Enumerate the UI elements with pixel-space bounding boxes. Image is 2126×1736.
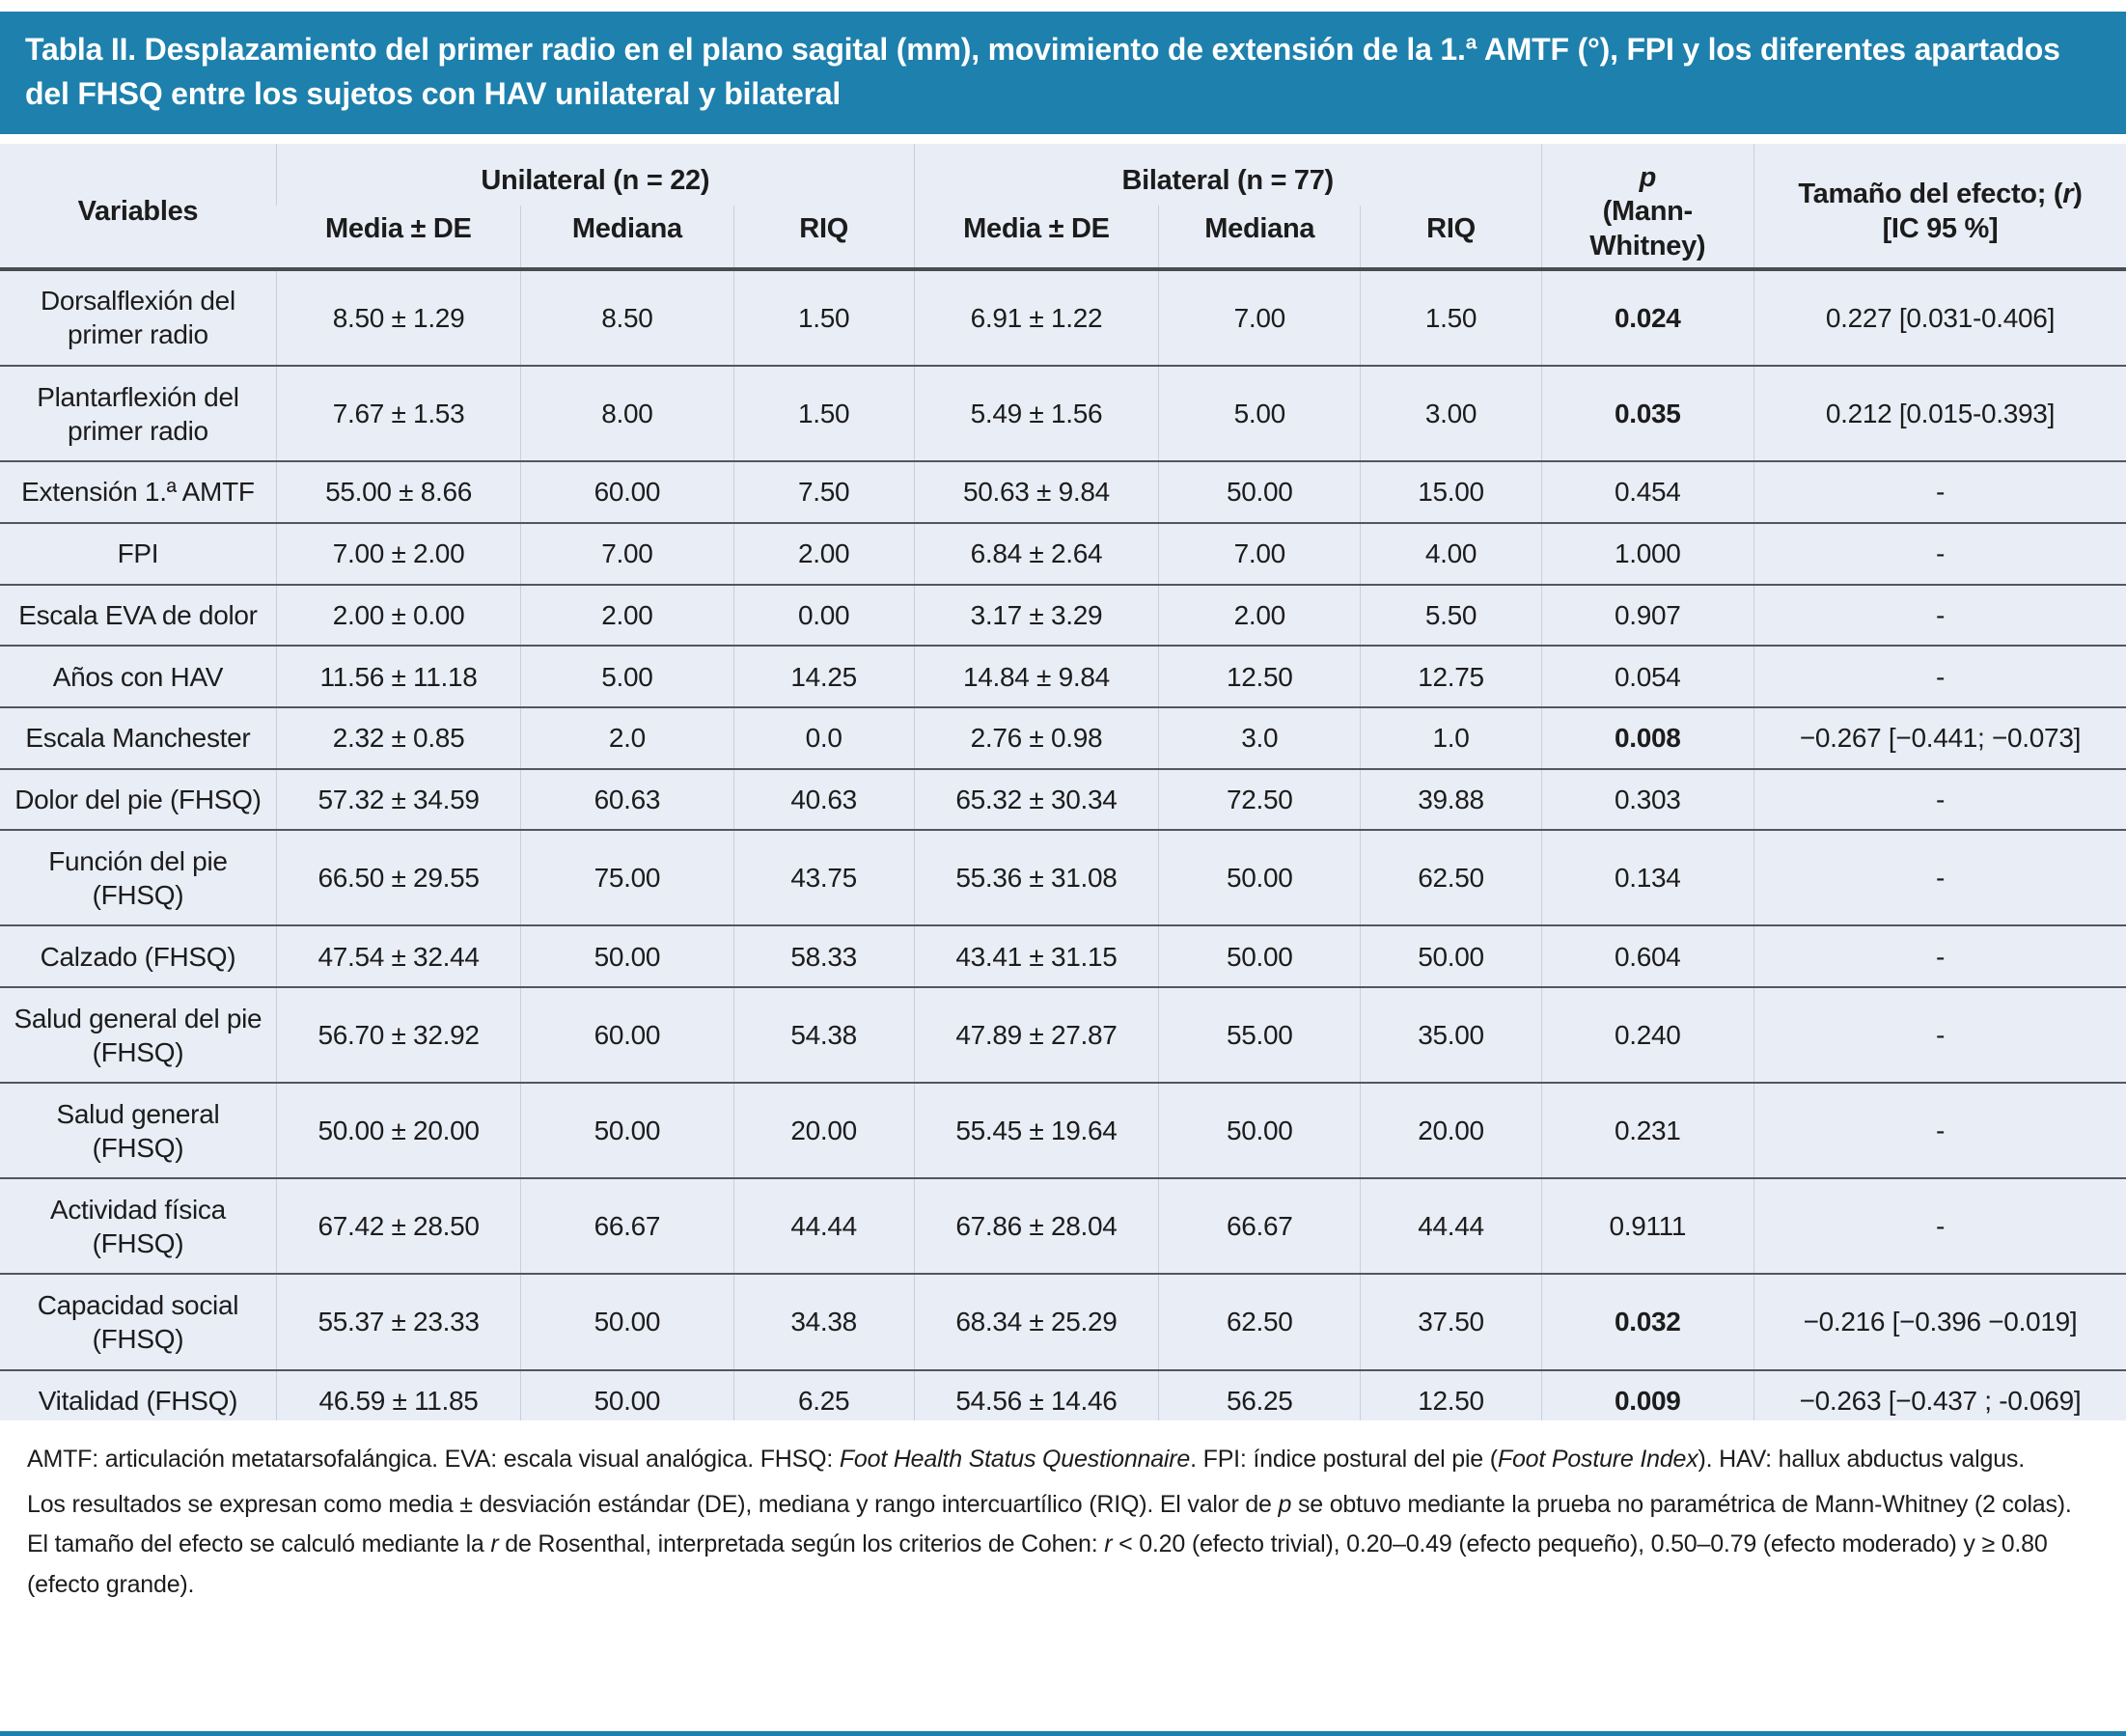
cell-mediana: 55.00 bbox=[1159, 987, 1361, 1083]
table-row bbox=[0, 830, 2126, 925]
effect-ci-label: [IC 95 %] bbox=[1882, 212, 1999, 244]
cell-riq: 15.00 bbox=[1361, 461, 1541, 523]
cell-effect-size: - bbox=[1753, 461, 2126, 523]
cell-media-de: 57.32 ± 34.59 bbox=[276, 769, 520, 831]
cell-mediana: 50.00 bbox=[521, 1083, 733, 1178]
cell-mediana: 66.67 bbox=[1159, 1178, 1361, 1274]
cell-mediana: 8.00 bbox=[521, 366, 733, 461]
cell-p-value: 0.024 bbox=[1541, 269, 1753, 366]
cell-mediana: 8.50 bbox=[521, 269, 733, 366]
row-label: Vitalidad (FHSQ) bbox=[0, 1370, 276, 1432]
cell-effect-size: - bbox=[1753, 830, 2126, 925]
cell-riq: 37.50 bbox=[1361, 1274, 1541, 1369]
cell-riq: 20.00 bbox=[733, 1083, 914, 1178]
cell-p-value: 0.303 bbox=[1541, 769, 1753, 831]
cell-riq: 44.44 bbox=[733, 1178, 914, 1274]
row-label: FPI bbox=[0, 523, 276, 585]
row-label: Capacidad social (FHSQ) bbox=[0, 1274, 276, 1369]
table-row bbox=[0, 707, 2126, 769]
cell-riq: 6.25 bbox=[733, 1370, 914, 1432]
col-header-riq-unilateral: RIQ bbox=[733, 206, 914, 269]
cell-mediana: 50.00 bbox=[521, 1370, 733, 1432]
cell-riq: 4.00 bbox=[1361, 523, 1541, 585]
cell-effect-size: −0.263 [−0.437 ; -0.069] bbox=[1753, 1370, 2126, 1432]
cell-mediana: 60.00 bbox=[521, 987, 733, 1083]
table-footnotes bbox=[0, 1420, 2126, 1618]
table-row bbox=[0, 269, 2126, 366]
p-sub-label: (Mann-Whitney) bbox=[1589, 196, 1706, 262]
cell-mediana: 75.00 bbox=[521, 830, 733, 925]
cell-riq: 0.00 bbox=[733, 585, 914, 647]
footnote-text-italic: r bbox=[1104, 1530, 1113, 1558]
cell-p-value: 0.240 bbox=[1541, 987, 1753, 1083]
cell-media-de: 47.54 ± 32.44 bbox=[276, 925, 520, 987]
row-label: Salud general del pie (FHSQ) bbox=[0, 987, 276, 1083]
cell-media-de: 14.84 ± 9.84 bbox=[914, 646, 1158, 707]
footnote-text: de Rosenthal, interpretada según los criterios de Cohen: bbox=[498, 1530, 1105, 1558]
group-header-unilateral: Unilateral (n = 22) bbox=[276, 144, 914, 206]
footnote-text-italic: Foot Posture Index bbox=[1497, 1445, 1698, 1473]
cell-effect-size: 0.227 [0.031-0.406] bbox=[1753, 269, 2126, 366]
col-header-riq-bilateral: RIQ bbox=[1361, 206, 1541, 269]
cell-riq: 7.50 bbox=[733, 461, 914, 523]
cell-riq: 62.50 bbox=[1361, 830, 1541, 925]
cell-p-value: 0.008 bbox=[1541, 707, 1753, 769]
table-row bbox=[0, 1178, 2126, 1274]
cell-riq: 1.50 bbox=[733, 366, 914, 461]
footnote-text: . FPI: índice postural del pie ( bbox=[1190, 1445, 1498, 1473]
group-header-bilateral: Bilateral (n = 77) bbox=[914, 144, 1541, 206]
cell-effect-size: 0.212 [0.015-0.393] bbox=[1753, 366, 2126, 461]
cell-riq: 1.50 bbox=[733, 269, 914, 366]
cell-mediana: 7.00 bbox=[521, 523, 733, 585]
cell-mediana: 72.50 bbox=[1159, 769, 1361, 831]
table-row bbox=[0, 523, 2126, 585]
cell-media-de: 55.37 ± 23.33 bbox=[276, 1274, 520, 1369]
cell-media-de: 47.89 ± 27.87 bbox=[914, 987, 1158, 1083]
footnote-methods bbox=[27, 1485, 2099, 1605]
cell-media-de: 43.41 ± 31.15 bbox=[914, 925, 1158, 987]
effect-r-symbol: r bbox=[2062, 179, 2074, 210]
cell-media-de: 65.32 ± 30.34 bbox=[914, 769, 1158, 831]
cell-mediana: 2.00 bbox=[521, 585, 733, 647]
cell-media-de: 67.86 ± 28.04 bbox=[914, 1178, 1158, 1274]
cell-effect-size: −0.267 [−0.441; −0.073] bbox=[1753, 707, 2126, 769]
cell-media-de: 54.56 ± 14.46 bbox=[914, 1370, 1158, 1432]
cell-riq: 5.50 bbox=[1361, 585, 1541, 647]
cell-riq: 1.0 bbox=[1361, 707, 1541, 769]
table-title: Tabla II. Desplazamiento del primer radio en el plano sagital (mm), movimiento de extensión de la 1.ª AMTF (°), FPI y los diferentes apartados del FHSQ entre los sujetos con HAV unilateral y bilateral bbox=[0, 12, 2126, 134]
table-row bbox=[0, 461, 2126, 523]
footnote-text: ). HAV: hallux abductus valgus. bbox=[1698, 1445, 2025, 1473]
cell-effect-size: - bbox=[1753, 646, 2126, 707]
cell-riq: 1.50 bbox=[1361, 269, 1541, 366]
cell-p-value: 0.907 bbox=[1541, 585, 1753, 647]
cell-mediana: 2.00 bbox=[1159, 585, 1361, 647]
cell-media-de: 56.70 ± 32.92 bbox=[276, 987, 520, 1083]
row-label: Actividad física (FHSQ) bbox=[0, 1178, 276, 1274]
cell-p-value: 0.454 bbox=[1541, 461, 1753, 523]
table-row bbox=[0, 646, 2126, 707]
cell-media-de: 50.63 ± 9.84 bbox=[914, 461, 1158, 523]
cell-p-value: 0.035 bbox=[1541, 366, 1753, 461]
cell-effect-size: −0.216 [−0.396 −0.019] bbox=[1753, 1274, 2126, 1369]
cell-mediana: 50.00 bbox=[1159, 925, 1361, 987]
cell-mediana: 56.25 bbox=[1159, 1370, 1361, 1432]
effect-label-post: ) bbox=[2073, 179, 2083, 210]
cell-media-de: 8.50 ± 1.29 bbox=[276, 269, 520, 366]
table-row bbox=[0, 366, 2126, 461]
footnote-text-italic: Foot Health Status Questionnaire bbox=[839, 1445, 1191, 1473]
row-label: Salud general (FHSQ) bbox=[0, 1083, 276, 1178]
row-label: Extensión 1.ª AMTF bbox=[0, 461, 276, 523]
cell-mediana: 50.00 bbox=[1159, 1083, 1361, 1178]
cell-mediana: 7.00 bbox=[1159, 523, 1361, 585]
col-header-media-de-unilateral: Media ± DE bbox=[276, 206, 520, 269]
row-label: Escala EVA de dolor bbox=[0, 585, 276, 647]
table-row bbox=[0, 987, 2126, 1083]
row-label: Dorsalflexión del primer radio bbox=[0, 269, 276, 366]
cell-p-value: 0.231 bbox=[1541, 1083, 1753, 1178]
cell-media-de: 7.00 ± 2.00 bbox=[276, 523, 520, 585]
cell-riq: 3.00 bbox=[1361, 366, 1541, 461]
p-symbol: p bbox=[1639, 161, 1656, 193]
cell-media-de: 67.42 ± 28.50 bbox=[276, 1178, 520, 1274]
cell-riq: 43.75 bbox=[733, 830, 914, 925]
cell-p-value: 0.032 bbox=[1541, 1274, 1753, 1369]
cell-media-de: 55.45 ± 19.64 bbox=[914, 1083, 1158, 1178]
table-row bbox=[0, 1083, 2126, 1178]
col-header-mediana-unilateral: Mediana bbox=[521, 206, 733, 269]
row-label: Calzado (FHSQ) bbox=[0, 925, 276, 987]
cell-p-value: 0.134 bbox=[1541, 830, 1753, 925]
cell-media-de: 68.34 ± 25.29 bbox=[914, 1274, 1158, 1369]
cell-p-value: 0.604 bbox=[1541, 925, 1753, 987]
cell-mediana: 50.00 bbox=[521, 1274, 733, 1369]
cell-mediana: 66.67 bbox=[521, 1178, 733, 1274]
cell-mediana: 2.0 bbox=[521, 707, 733, 769]
col-header-variables: Variables bbox=[0, 144, 276, 269]
col-header-effect-size bbox=[1753, 144, 2126, 269]
cell-p-value: 0.9111 bbox=[1541, 1178, 1753, 1274]
cell-media-de: 7.67 ± 1.53 bbox=[276, 366, 520, 461]
cell-mediana: 12.50 bbox=[1159, 646, 1361, 707]
cell-media-de: 3.17 ± 3.29 bbox=[914, 585, 1158, 647]
row-label: Plantarflexión del primer radio bbox=[0, 366, 276, 461]
cell-media-de: 2.32 ± 0.85 bbox=[276, 707, 520, 769]
cell-media-de: 55.00 ± 8.66 bbox=[276, 461, 520, 523]
cell-riq: 2.00 bbox=[733, 523, 914, 585]
footnote-text: < 0.20 (efecto trivial), 0.20–0.49 (efecto pequeño), 0.50–0.79 (efecto moderado) y ≥ 0.80 (efecto grande). bbox=[27, 1530, 2048, 1598]
cell-p-value: 0.054 bbox=[1541, 646, 1753, 707]
cell-mediana: 5.00 bbox=[521, 646, 733, 707]
cell-riq: 50.00 bbox=[1361, 925, 1541, 987]
cell-media-de: 46.59 ± 11.85 bbox=[276, 1370, 520, 1432]
cell-media-de: 5.49 ± 1.56 bbox=[914, 366, 1158, 461]
cell-riq: 14.25 bbox=[733, 646, 914, 707]
cell-effect-size: - bbox=[1753, 925, 2126, 987]
cell-riq: 44.44 bbox=[1361, 1178, 1541, 1274]
footnote-text: se obtuvo mediante la prueba no paramétrica de Mann-Whitney (2 colas). El tamaño del efecto se calculó mediante la bbox=[27, 1491, 2072, 1558]
cell-mediana: 50.00 bbox=[521, 925, 733, 987]
cell-mediana: 3.0 bbox=[1159, 707, 1361, 769]
cell-media-de: 66.50 ± 29.55 bbox=[276, 830, 520, 925]
cell-riq: 12.50 bbox=[1361, 1370, 1541, 1432]
cell-effect-size: - bbox=[1753, 523, 2126, 585]
cell-riq: 39.88 bbox=[1361, 769, 1541, 831]
cell-media-de: 50.00 ± 20.00 bbox=[276, 1083, 520, 1178]
cell-riq: 20.00 bbox=[1361, 1083, 1541, 1178]
table-header bbox=[0, 144, 2126, 269]
cell-mediana: 50.00 bbox=[1159, 830, 1361, 925]
row-label: Escala Manchester bbox=[0, 707, 276, 769]
row-label: Dolor del pie (FHSQ) bbox=[0, 769, 276, 831]
col-header-media-de-bilateral: Media ± DE bbox=[914, 206, 1158, 269]
col-header-p-mann-whitney bbox=[1541, 144, 1753, 269]
row-label: Años con HAV bbox=[0, 646, 276, 707]
cell-riq: 54.38 bbox=[733, 987, 914, 1083]
effect-label-pre: Tamaño del efecto; ( bbox=[1798, 179, 2063, 210]
cell-riq: 0.0 bbox=[733, 707, 914, 769]
cell-media-de: 2.00 ± 0.00 bbox=[276, 585, 520, 647]
table-row bbox=[0, 769, 2126, 831]
cell-riq: 12.75 bbox=[1361, 646, 1541, 707]
statistics-table bbox=[0, 144, 2126, 1420]
cell-effect-size: - bbox=[1753, 1178, 2126, 1274]
footnote-text-italic: r bbox=[490, 1530, 499, 1558]
cell-p-value: 1.000 bbox=[1541, 523, 1753, 585]
cell-media-de: 6.84 ± 2.64 bbox=[914, 523, 1158, 585]
cell-effect-size: - bbox=[1753, 987, 2126, 1083]
cell-mediana: 5.00 bbox=[1159, 366, 1361, 461]
row-label: Función del pie (FHSQ) bbox=[0, 830, 276, 925]
bottom-accent-rule bbox=[0, 1731, 2126, 1736]
cell-mediana: 60.00 bbox=[521, 461, 733, 523]
cell-effect-size: - bbox=[1753, 769, 2126, 831]
table-row bbox=[0, 585, 2126, 647]
col-header-mediana-bilateral: Mediana bbox=[1159, 206, 1361, 269]
cell-media-de: 6.91 ± 1.22 bbox=[914, 269, 1158, 366]
footnote-text-italic: p bbox=[1278, 1491, 1292, 1519]
cell-mediana: 60.63 bbox=[521, 769, 733, 831]
table-body bbox=[0, 269, 2126, 1432]
cell-riq: 40.63 bbox=[733, 769, 914, 831]
cell-media-de: 55.36 ± 31.08 bbox=[914, 830, 1158, 925]
cell-effect-size: - bbox=[1753, 585, 2126, 647]
cell-p-value: 0.009 bbox=[1541, 1370, 1753, 1432]
cell-mediana: 62.50 bbox=[1159, 1274, 1361, 1369]
table-row bbox=[0, 1274, 2126, 1369]
cell-effect-size: - bbox=[1753, 1083, 2126, 1178]
cell-riq: 58.33 bbox=[733, 925, 914, 987]
cell-mediana: 50.00 bbox=[1159, 461, 1361, 523]
cell-media-de: 11.56 ± 11.18 bbox=[276, 646, 520, 707]
footnote-text: Los resultados se expresan como media ± desviación estándar (DE), mediana y rango intercuartílico (RIQ). El valor de bbox=[27, 1491, 1279, 1519]
footnote-text: AMTF: articulación metatarsofalángica. EVA: escala visual analógica. FHSQ: bbox=[27, 1445, 840, 1473]
cell-riq: 35.00 bbox=[1361, 987, 1541, 1083]
cell-riq: 34.38 bbox=[733, 1274, 914, 1369]
footnote-abbreviations bbox=[27, 1440, 2099, 1479]
cell-media-de: 2.76 ± 0.98 bbox=[914, 707, 1158, 769]
table-row bbox=[0, 925, 2126, 987]
cell-mediana: 7.00 bbox=[1159, 269, 1361, 366]
